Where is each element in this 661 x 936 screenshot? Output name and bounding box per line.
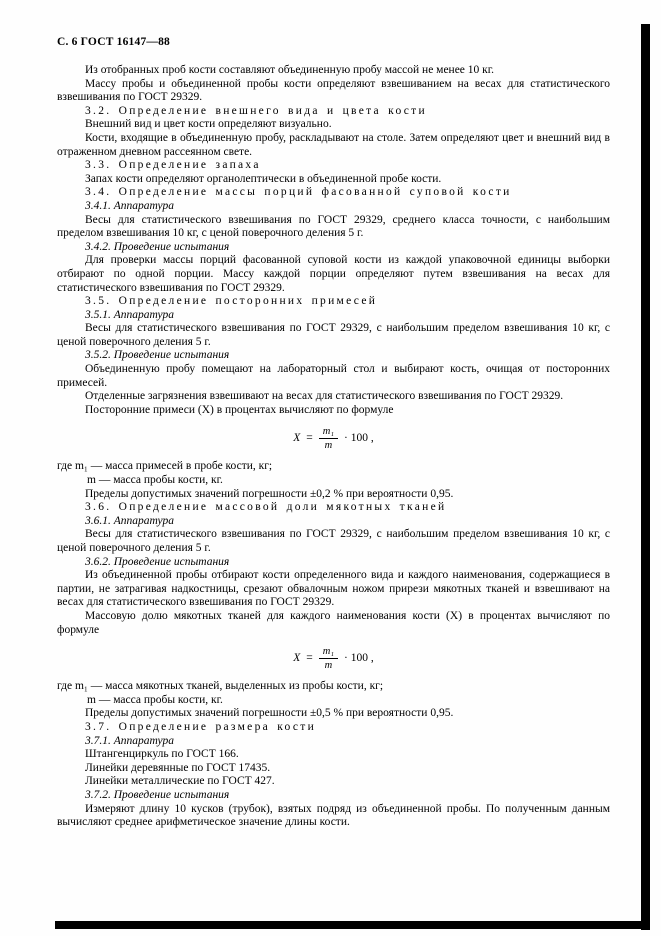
fraction-numerator: m₁ [319, 646, 338, 659]
fraction-numerator: m₁ [319, 426, 338, 439]
paragraph: Объединенную пробу помещают на лабораторный стол и выбирают кость, очищая от посторонних примесей. [57, 363, 610, 389]
page-header: С. 6 ГОСТ 16147—88 [57, 36, 170, 48]
paragraph: Из отобранных проб кости составляют объединенную пробу массой не менее 10 кг. [85, 64, 495, 76]
fraction-denominator: m [324, 440, 333, 452]
paragraph: Массовую долю мякотных тканей для каждого наименования кости (X) в процентах вычисляют по формуле [57, 610, 610, 636]
formula-lhs: X [293, 651, 301, 664]
subsection-heading: 3.4.1. Аппаратура [85, 199, 174, 212]
page-edge-bottom [55, 921, 650, 929]
subsection-heading: 3.7.1. Аппаратура [85, 734, 174, 747]
paragraph: Запах кости определяют органолептически в объединенной пробе кости. [85, 172, 442, 185]
section-heading: 3.2. Определение внешнего вида и цвета кости [85, 104, 427, 117]
section-heading: 3.3. Определение запаха [85, 159, 261, 172]
paragraph: Пределы допустимых значений погрешности ±0,5 % при вероятности 0,95. [85, 707, 454, 720]
fraction [319, 426, 338, 451]
subsection-heading: 3.6.2. Проведение испытания [85, 555, 230, 568]
paragraph: Кости, входящие в объединенную пробу, раскладывают на столе. Затем определяют цвет и внешний вид в отраженном дневном рассеянном свете. [57, 131, 610, 158]
fraction-denominator: m [324, 660, 333, 672]
formula-lhs: X [293, 432, 301, 445]
paragraph: Штангенциркуль по ГОСТ 166. [85, 748, 239, 761]
subsection-heading: 3.7.2. Проведение испытания [85, 788, 230, 801]
subsection-heading: 3.6.1. Аппаратура [85, 514, 174, 527]
document-body [57, 64, 610, 830]
document-content-area [57, 36, 610, 830]
subsection-heading: 3.4.2. Проведение испытания [85, 240, 230, 253]
paragraph: Из объединенной пробы отбирают кости определенного вида и каждого наименования, содержащиеся в партии, не затрагивая надкостницы, срезают обвалочным ножом прирези мякотных тканей и взвешивают на весах для статистического взвешивания по ГОСТ 29329. [57, 569, 610, 609]
paragraph: Весы для статистического взвешивания по ГОСТ 29329, с наибольшим пределом взвешивания 10 кг, с ценой поверочного деления 5 г. [57, 322, 610, 348]
formula-equals: = [306, 651, 313, 664]
page-edge-right [641, 24, 650, 930]
formula [57, 426, 610, 451]
paragraph: Пределы допустимых значений погрешности ±0,2 % при вероятности 0,95. [85, 487, 454, 500]
formula-legend: m — масса пробы кости, кг. [87, 693, 223, 706]
formula-equals: = [306, 432, 313, 445]
paragraph: Весы для статистического взвешивания по ГОСТ 29329, среднего класса точности, с наибольшим пределом взвешивания 10 кг, с ценой поверочного деления 5 г. [57, 213, 610, 240]
paragraph: Посторонние примеси (X) в процентах вычисляют по формуле [85, 403, 394, 416]
paragraph: Линейки металлические по ГОСТ 427. [85, 775, 275, 788]
paragraph: Для проверки массы порций фасованной суповой кости из каждой упаковочной единицы выборки отбирают по одной порции. Массу каждой порции определяют путем взвешивания на весах для статистического взвешивания по ГОСТ 29329. [57, 254, 610, 294]
formula-suffix: · 100 , [344, 432, 374, 445]
section-heading: 3.6. Определение массовой доли мякотных тканей [85, 501, 447, 514]
formula [57, 646, 610, 671]
paragraph: Линейки деревянные по ГОСТ 17435. [85, 761, 271, 774]
section-heading: 3.4. Определение массы порций фасованной суповой кости [85, 186, 512, 199]
paragraph: Измеряют длину 10 кусков (трубок), взятых подряд из объединенной пробы. По полученным данным вычисляют среднее арифметическое значение длины кости. [57, 802, 610, 829]
formula-legend: где m₁ — масса мякотных тканей, выделенных из пробы кости, кг; [57, 680, 384, 693]
paragraph: Отделенные загрязнения взвешивают на весах для статистического взвешивания по ГОСТ 29329. [85, 390, 564, 403]
subsection-heading: 3.5.1. Аппаратура [85, 308, 174, 321]
paragraph: Массу пробы и объединенной пробы кости определяют взвешиванием на весах для статистического взвешивания по ГОСТ 29329. [57, 77, 610, 104]
paragraph: Внешний вид и цвет кости определяют визуально. [85, 118, 332, 131]
formula-legend: где m₁ — масса примесей в пробе кости, кг; [57, 460, 273, 473]
formula-suffix: · 100 , [344, 651, 374, 664]
section-heading: 3.5. Определение посторонних примесей [85, 295, 378, 308]
formula-legend: m — масса пробы кости, кг. [87, 474, 223, 487]
section-heading: 3.7. Определение размера кости [85, 721, 317, 733]
paragraph: Весы для статистического взвешивания по ГОСТ 29329, с наибольшим пределом взвешивания 10 кг, с ценой поверочного деления 5 г. [57, 528, 610, 555]
fraction [319, 646, 338, 671]
subsection-heading: 3.5.2. Проведение испытания [85, 349, 230, 362]
